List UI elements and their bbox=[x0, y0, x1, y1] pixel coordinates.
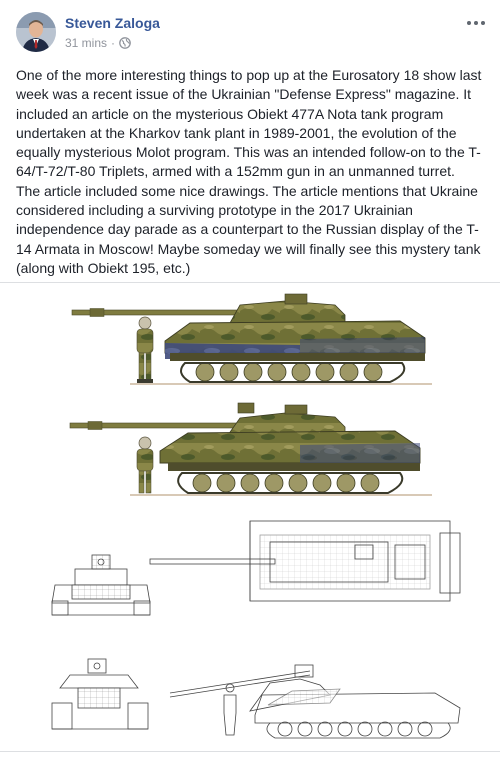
post-timestamp[interactable]: 31 mins bbox=[65, 36, 108, 50]
more-options-icon[interactable] bbox=[464, 13, 488, 33]
tank-profile-2 bbox=[70, 403, 432, 495]
globe-icon[interactable] bbox=[119, 37, 131, 49]
post-header bbox=[0, 0, 500, 62]
tank-line-drawings bbox=[52, 521, 460, 738]
post-text: One of the more interesting things to pop up at the Eurosatory 18 show last week was a recent issue of the Ukrainian "Defense Express" magazine. It included an article on the mysterious Obiekt 477A Nota tank program undertaken at the Kharkov tank plant in 1989-2001, the evolution of the equally mysterious Molot program. This was an intended follow-on to the T-64/T-72/T-80 Triplets, armed with a 152mm gun in an unmanned turret. The article included some nice drawings. The article mentions that Ukraine considered including a surviving prototype in the 2017 Ukrainian independence day parade as a counterpart to the Russian display of the T-14 Armata in Moscow! Maybe someday we will finally see this mystery tank (along with Obiekt 195, etc.) bbox=[16, 67, 482, 276]
avatar[interactable] bbox=[16, 12, 56, 52]
author-name[interactable]: Steven Zaloga bbox=[65, 15, 160, 31]
tank-drawings-image bbox=[0, 283, 500, 753]
post-image[interactable] bbox=[0, 282, 500, 752]
meta-separator: · bbox=[111, 36, 116, 50]
tank-profile-1 bbox=[72, 294, 432, 384]
post-meta bbox=[65, 36, 131, 50]
